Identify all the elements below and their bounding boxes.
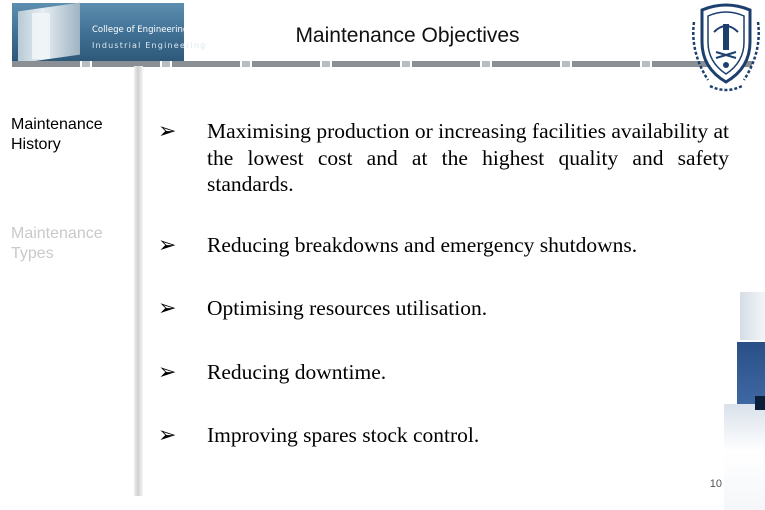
bullet-text: Maximising production or increasing facilities availability at the lowest cost and at the highest quality and safety standards. [207,119,729,196]
header-rule [12,61,752,67]
logo-department-text: Industrial Engineering [92,41,207,50]
nav-item-maintenance-history[interactable]: Maintenance History [11,116,103,153]
arrow-bullet-icon: ➢ [158,423,177,448]
logo-college-text: College of Engineering [92,25,189,35]
arrow-bullet-icon: ➢ [158,360,177,385]
slide-title: Maintenance Objectives [295,24,520,47]
decorative-block [724,404,765,510]
arrow-bullet-icon: ➢ [158,119,177,144]
slide-header [0,0,765,68]
nav-item-maintenance-types[interactable]: Maintenance Types [11,225,103,262]
decorative-block [755,396,765,410]
bullet-text: Improving spares stock control. [207,423,480,447]
page-number: 10 [709,478,722,490]
arrow-bullet-icon: ➢ [158,233,177,258]
bullet-text: Optimising resources utilisation. [207,296,488,320]
university-emblem-icon [688,2,764,96]
decorative-block [737,342,765,404]
college-logo [12,3,207,61]
arrow-bullet-icon: ➢ [158,296,177,321]
vertical-divider [134,66,143,496]
decorative-block [740,292,765,340]
bullet-text: Reducing breakdowns and emergency shutdowns. [207,233,638,257]
bullet-text: Reducing downtime. [207,360,387,384]
